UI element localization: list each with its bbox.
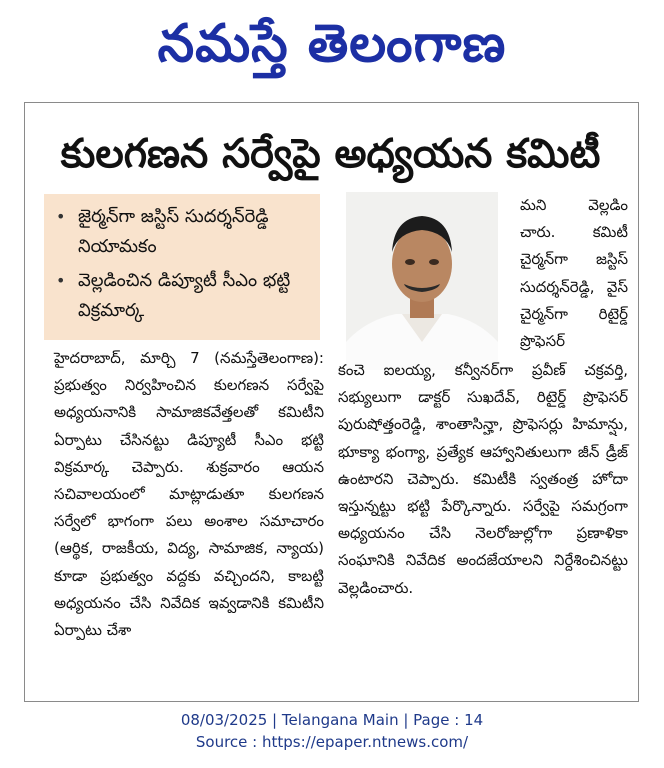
highlight-text: జైర్మన్‌గా జస్టిస్ సుదర్శన్‌రెడ్డి నియామకం (78, 206, 269, 257)
footer-source: Source : https://epaper.ntnews.com/ (195, 733, 469, 751)
footer-date-edition: 08/03/2025 | Telangana Main | Page : 14 (180, 711, 484, 729)
highlight-item (56, 266, 314, 326)
person-photo (346, 192, 498, 370)
highlight-item (56, 202, 314, 262)
headline-text: కులగణన సర్వేపై అధ్యయన కమిటీ (60, 131, 601, 177)
article-headline (28, 124, 633, 184)
masthead-logo-text: నమస్తే తెలంగాణ (157, 14, 507, 74)
article-body-right-top: మని వెల్లడిం చారు. కమిటీ చైర్మన్‌గా జస్టిస్ సుదర్శన్‌రెడ్డి, వైస్ చైర్మన్‌గా రిటైర్డ్ ప్రొఫెసర్ (520, 196, 628, 351)
masthead (0, 4, 664, 84)
article-body-left: హైదరాబాద్, మార్చి 7 (నమస్తేతెలంగాణ): ప్రభుత్వం నిర్వహించిన కులగణన సర్వేపై అధ్యయనానికి సామాజికవేత్తలతో కమిటీని ఏర్పాటు చేసినట్టు డిప్యూటీ సీఎం భట్టి విక్రమార్క చెప్పారు. శుక్రవారం ఆయన సచివాలయంలో మాట్లాడుతూ కులగణన సర్వేలో భాగంగా పలు అంశాల సమాచారం (ఆర్థిక, రాజకీయ, విద్య, సామాజిక, న్యాయ) కూడా ప్రభుత్వం వద్దకు వచ్చిందని, కాబట్టి అధ్యయనం చేసి నివేదిక ఇవ్వడానికి కమిటీని ఏర్పాటు చేశా (54, 349, 324, 640)
person-photo-illustration (346, 192, 498, 370)
bullet-icon: • (56, 207, 66, 226)
highlight-text: వెల్లడించిన డిప్యూటీ సీఎం భట్టి విక్రమార్క (78, 270, 291, 321)
article-body-right-bottom: కంచె ఐలయ్య, కన్వీనర్‌గా ప్రవీణ్ చక్రవర్తి, సభ్యులుగా డాక్టర్ సుఖదేవ్, రిటైర్డ్ ప్రొఫెసర్ పురుషోత్తంరెడ్డి, శాంతాసిన్హా, ప్రొఫెసర్లు హిమాన్షు, భూక్యా భంగ్యా, ప్రత్యేక ఆహ్వానితులుగా జీన్ డ్రీజ్ ఉంటారని చెప్పారు. కమిటీకి స్వతంత్ర హోదా ఇస్తున్నట్టు భట్టి పేర్కొన్నారు. సర్వేపై సమగ్రంగా అధ్యయనం చేసి నెలరోజుల్లోగా ప్రణాళికా సంఘానికి నివేదిక అందజేయాలని నిర్దేశించినట్టు వెల్లడించారు. (338, 361, 628, 597)
bullet-icon: • (56, 271, 66, 290)
highlights-box (44, 194, 320, 340)
